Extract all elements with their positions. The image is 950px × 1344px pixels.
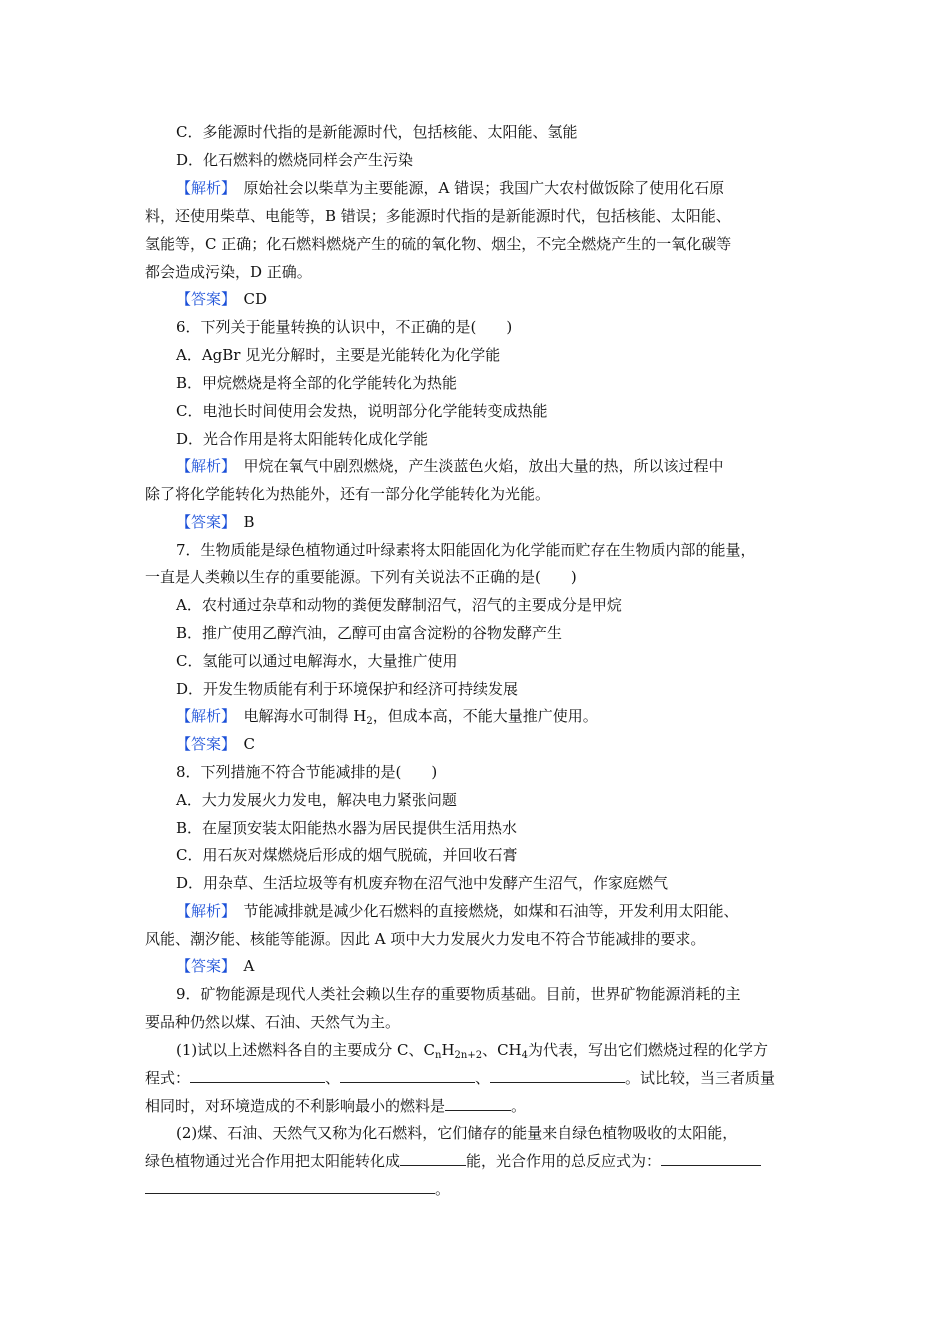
q9-part1-text-c: 为代表，写出它们燃烧过程的化学方	[528, 1041, 769, 1059]
q9-equations-label: 程式：	[145, 1069, 191, 1087]
q9-part1-line-2	[145, 1068, 775, 1088]
q7-analysis-post: ，但成本高，不能大量推广使用。	[372, 707, 598, 725]
photosynthesis-blank-2[interactable]	[145, 1179, 435, 1194]
q7-stem-line-2: 一直是人类赖以生存的重要能源。下列有关说法不正确的是( )	[145, 568, 577, 586]
q8-analysis-line-1	[176, 901, 739, 921]
q7-analysis-pre: 电解海水可制得 H	[243, 707, 367, 725]
q9-part2-text-b: 能，光合作用的总反应式为：	[466, 1152, 662, 1170]
separator: 、	[475, 1069, 491, 1087]
q6-answer	[176, 512, 255, 532]
q9-part1-h: H	[441, 1041, 455, 1059]
q6-stem: 6．下列关于能量转换的认识中，不正确的是( )	[176, 318, 513, 336]
q6-analysis-text: 甲烷在氧气中剧烈燃烧，产生淡蓝色火焰，放出大量的热，所以该过程中	[243, 457, 724, 475]
q9-part2-line-2	[145, 1151, 761, 1171]
q5-option-d: D．化石燃料的燃烧同样会产生污染	[176, 151, 414, 169]
energy-type-blank[interactable]	[400, 1151, 466, 1166]
q7-analysis-sub: 2	[366, 716, 373, 727]
q7-stem-line-1: 7．生物质能是绿色植物通过叶绿素将太阳能固化为化学能而贮存在生物质内部的能量，	[176, 541, 756, 559]
photosynthesis-blank-1[interactable]	[661, 1151, 761, 1166]
q8-option-a: A．大力发展火力发电，解决电力紧张问题	[176, 791, 457, 809]
q5-analysis-text: 原始社会以柴草为主要能源，A 错误；我国广大农村做饭除了使用化石原	[243, 179, 725, 197]
q9-part1-line-3	[145, 1096, 526, 1116]
q5-analysis-line-3: 氢能等，C 正确；化石燃料燃烧产生的硫的氧化物、烟尘，不完全燃烧产生的一氧化碳等	[145, 235, 732, 253]
q7-option-b: B．推广使用乙醇汽油，乙醇可由富含淀粉的谷物发酵产生	[176, 624, 563, 642]
q5-analysis-line-4: 都会造成污染，D 正确。	[145, 263, 312, 281]
q6-analysis-line-1	[176, 456, 724, 476]
q7-option-a: A．农村通过杂草和动物的粪便发酵制沼气，沼气的主要成分是甲烷	[176, 596, 622, 614]
answer-tag: 【答案】	[176, 735, 229, 753]
subscript-2n2: 2n+2	[454, 1050, 483, 1061]
q5-answer-value: CD	[243, 290, 268, 308]
q6-option-d: D．光合作用是将太阳能转化成化学能	[176, 430, 429, 448]
subscript-n: n	[434, 1050, 442, 1061]
q8-analysis-text: 节能减排就是减少化石燃料的直接燃烧，如煤和石油等，开发利用太阳能、	[243, 902, 739, 920]
q9-part2-line-1: (2)煤、石油、天然气又称为化石燃料，它们储存的能量来自绿色植物吸收的太阳能，	[176, 1124, 738, 1142]
q5-answer	[176, 289, 267, 309]
q6-analysis-line-2: 除了将化学能转化为热能外，还有一部分化学能转化为光能。	[145, 485, 551, 503]
q9-stem-line-2: 要品种仍然以煤、石油、天然气为主。	[145, 1013, 401, 1031]
subscript-4: 4	[521, 1050, 529, 1061]
analysis-tag: 【解析】	[176, 707, 229, 725]
equation-blank-3[interactable]	[490, 1068, 625, 1083]
q9-part2-text-a: 绿色植物通过光合作用把太阳能转化成	[145, 1152, 401, 1170]
period: 。	[511, 1097, 527, 1115]
q7-option-d: D．开发生物质能有利于环境保护和经济可持续发展	[176, 680, 519, 698]
separator: 、	[325, 1069, 341, 1087]
q6-option-a: A．AgBr 见光分解时，主要是光能转化为化学能	[176, 346, 501, 364]
fuel-blank[interactable]	[445, 1096, 511, 1111]
analysis-tag: 【解析】	[176, 179, 229, 197]
q9-part2-line-3	[145, 1179, 450, 1199]
q9-part1-text-d: 。试比较，当三者质量	[625, 1069, 776, 1087]
q8-option-d: D．用杂草、生活垃圾等有机废弃物在沼气池中发酵产生沼气，作家庭燃气	[176, 874, 669, 892]
answer-tag: 【答案】	[176, 957, 229, 975]
q6-answer-value: B	[243, 513, 255, 531]
q9-part1-text-e: 相同时，对环境造成的不利影响最小的燃料是	[145, 1097, 446, 1115]
q5-analysis-line-2: 料，还使用柴草、电能等，B 错误；多能源时代指的是新能源时代，包括核能、太阳能、	[145, 207, 731, 225]
analysis-tag: 【解析】	[176, 902, 229, 920]
equation-blank-2[interactable]	[340, 1068, 475, 1083]
q9-stem-line-1: 9．矿物能源是现代人类社会赖以生存的重要物质基础。目前，世界矿物能源消耗的主	[176, 985, 741, 1003]
q6-option-c: C．电池长时间使用会发热，说明部分化学能转变成热能	[176, 402, 548, 420]
q7-analysis-line-1	[176, 706, 598, 726]
equation-blank-1[interactable]	[190, 1068, 325, 1083]
q9-part1-text-a: (1)试以上述燃料各自的主要成分 C、C	[176, 1041, 435, 1059]
q8-answer	[176, 956, 254, 976]
q8-option-c: C．用石灰对煤燃烧后形成的烟气脱硫，并回收石膏	[176, 846, 518, 864]
q8-option-b: B．在屋顶安装太阳能热水器为居民提供生活用热水	[176, 819, 518, 837]
q8-answer-value: A	[243, 957, 255, 975]
q7-option-c: C．氢能可以通过电解海水，大量推广使用	[176, 652, 458, 670]
q9-part1-line-1	[176, 1040, 768, 1060]
q8-analysis-line-2: 风能、潮汐能、核能等能源。因此 A 项中大力发展火力发电不符合节能减排的要求。	[145, 930, 706, 948]
analysis-tag: 【解析】	[176, 457, 229, 475]
answer-tag: 【答案】	[176, 513, 229, 531]
period: 。	[435, 1180, 451, 1198]
q8-stem: 8．下列措施不符合节能减排的是( )	[176, 763, 438, 781]
q5-analysis-line-1	[176, 178, 724, 198]
q7-answer	[176, 734, 255, 754]
answer-tag: 【答案】	[176, 290, 229, 308]
q7-answer-value: C	[243, 735, 256, 753]
q6-option-b: B．甲烷燃烧是将全部的化学能转化为热能	[176, 374, 458, 392]
q5-option-c: C．多能源时代指的是新能源时代，包括核能、太阳能、氢能	[176, 123, 578, 141]
q9-part1-text-b: 、CH	[482, 1041, 522, 1059]
